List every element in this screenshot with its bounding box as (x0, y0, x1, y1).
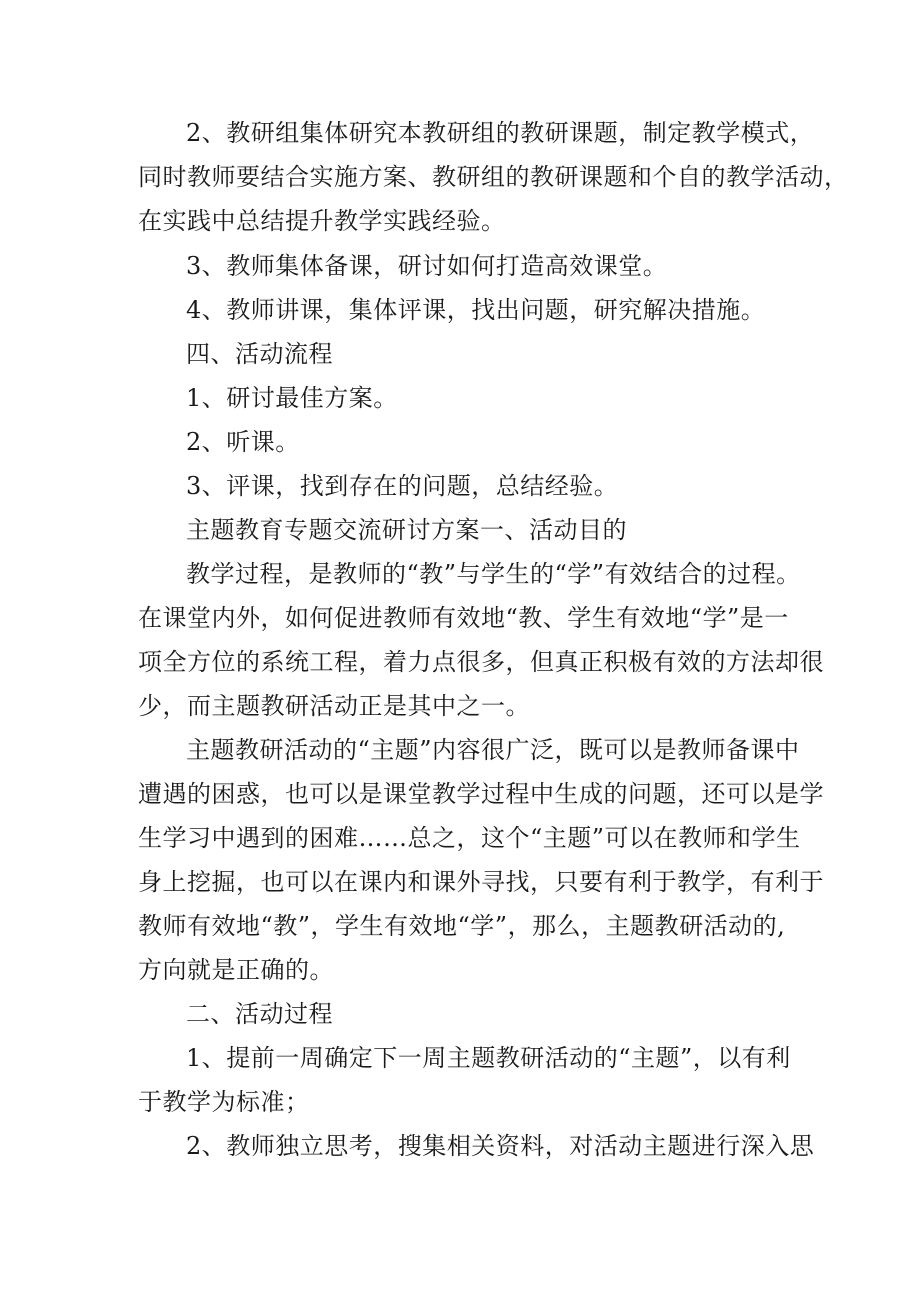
section-heading: 四、活动流程 (186, 340, 333, 368)
text-line: 教学过程，是教师的“教”与学生的“学”有效结合的过程。 (186, 560, 801, 588)
text-line: 在课堂内外，如何促进教师有效地“教、学生有效地“学”是一 (138, 604, 789, 632)
text-line: 项全方位的系统工程，着力点很多，但真正积极有效的方法却很 (138, 648, 824, 676)
text-line: 在实践中总结提升教学实践经验。 (138, 207, 506, 235)
text-line: 3、教师集体备课，研讨如何打造高效课堂。 (186, 252, 668, 280)
text-line: 1、研讨最佳方案。 (186, 384, 398, 412)
text-line: 身上挖掘，也可以在课内和课外寻找，只要有利于教学，有利于 (138, 868, 824, 896)
section-heading: 主题教育专题交流研讨方案一、活动目的 (186, 516, 627, 544)
text-line: 于教学为标准； (138, 1088, 310, 1116)
text-line: 遭遇的困惑，也可以是课堂教学过程中生成的问题，还可以是学 (138, 780, 824, 808)
text-line: 同时教师要结合实施方案、教研组的教研课题和个自的教学活动， (138, 163, 849, 191)
text-line: 生学习中遇到的困难……总之，这个“主题”可以在教师和学生 (138, 824, 801, 852)
text-line: 少，而主题教研活动正是其中之一。 (138, 692, 530, 720)
text-line: 2、教研组集体研究本教研组的教研课题，制定教学模式， (186, 119, 815, 147)
text-line: 3、评课，找到存在的问题，总结经验。 (186, 472, 619, 500)
section-heading: 二、活动过程 (186, 1000, 333, 1028)
text-line: 4、教师讲课，集体评课，找出问题，研究解决措施。 (186, 296, 766, 324)
text-line: 2、听课。 (186, 428, 300, 456)
text-line: 方向就是正确的。 (138, 956, 334, 984)
text-line: 主题教研活动的“主题”内容很广泛，既可以是教师备课中 (186, 736, 800, 764)
text-line: 1、提前一周确定下一周主题教研活动的“主题”，以有利 (186, 1044, 791, 1072)
text-line: 2、教师独立思考，搜集相关资料，对活动主题进行深入思 (186, 1132, 815, 1160)
text-line: 教师有效地“教”，学生有效地“学”，那么，主题教研活动的, (138, 912, 786, 940)
